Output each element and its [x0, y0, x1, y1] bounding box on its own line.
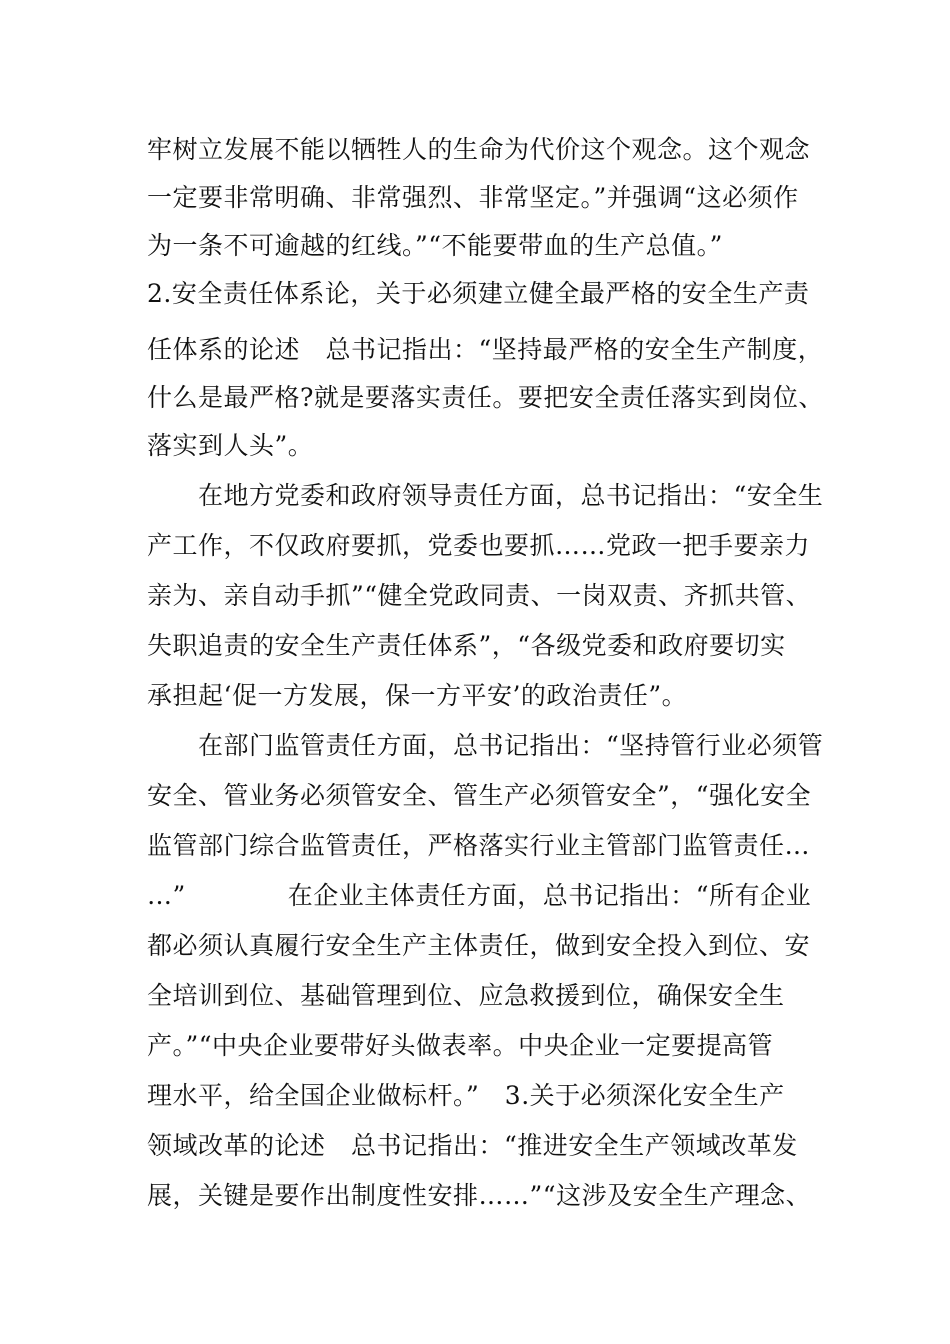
text-line: 牢树立发展不能以牺牲人的生命为代价这个观念。这个观念 [147, 135, 811, 164]
text-line: 落实到人头”。 [147, 431, 314, 460]
text-line: 都必须认真履行安全生产主体责任，做到安全投入到位、安 [147, 931, 811, 960]
text-line: 在地方党委和政府领导责任方面，总书记指出：“安全生 [147, 481, 824, 510]
text-line: 安全、管业务必须管安全、管生产必须管安全”，“强化安全 [147, 781, 812, 810]
text-line: 失职追责的安全生产责任体系”，“各级党委和政府要切实 [147, 631, 786, 660]
text-line: …” 在企业主体责任方面，总书记指出：“所有企业 [147, 881, 812, 910]
text-line: 承担起‘促一方发展，保一方平安’的政治责任”。 [147, 681, 688, 710]
text-line: 监管部门综合监管责任，严格落实行业主管部门监管责任… [147, 831, 811, 860]
text-line: 一定要非常明确、非常强烈、非常坚定。”并强调“这必须作 [147, 183, 799, 212]
text-line: 亲为、亲自动手抓”“健全党政同责、一岗双责、齐抓共管、 [147, 581, 812, 610]
text-line: 产工作，不仅政府要抓，党委也要抓……党政一把手要亲力 [147, 531, 811, 560]
text-line: 理水平，给全国企业做标杆。” 3.关于必须深化安全生产 [147, 1081, 785, 1110]
text-line: 任体系的论述 总书记指出：“坚持最严格的安全生产制度， [147, 335, 824, 364]
text-line: 展，关键是要作出制度性安排……”“这涉及安全生产理念、 [147, 1181, 812, 1210]
text-line: 为一条不可逾越的红线。”“不能要带血的生产总值。” [147, 231, 723, 260]
text-line: 什么是最严格?就是要落实责任。要把安全责任落实到岗位、 [147, 383, 824, 412]
text-line: 在部门监管责任方面，总书记指出：“坚持管行业必须管 [147, 731, 824, 760]
text-line: 2.安全责任体系论，关于必须建立健全最严格的安全生产责 [147, 279, 810, 308]
text-line: 领域改革的论述 总书记指出：“推进安全生产领域改革发 [147, 1131, 798, 1160]
text-line: 全培训到位、基础管理到位、应急救援到位，确保安全生 [147, 981, 785, 1010]
text-line: 产。”“中央企业要带好头做表率。中央企业一定要提高管 [147, 1031, 774, 1060]
